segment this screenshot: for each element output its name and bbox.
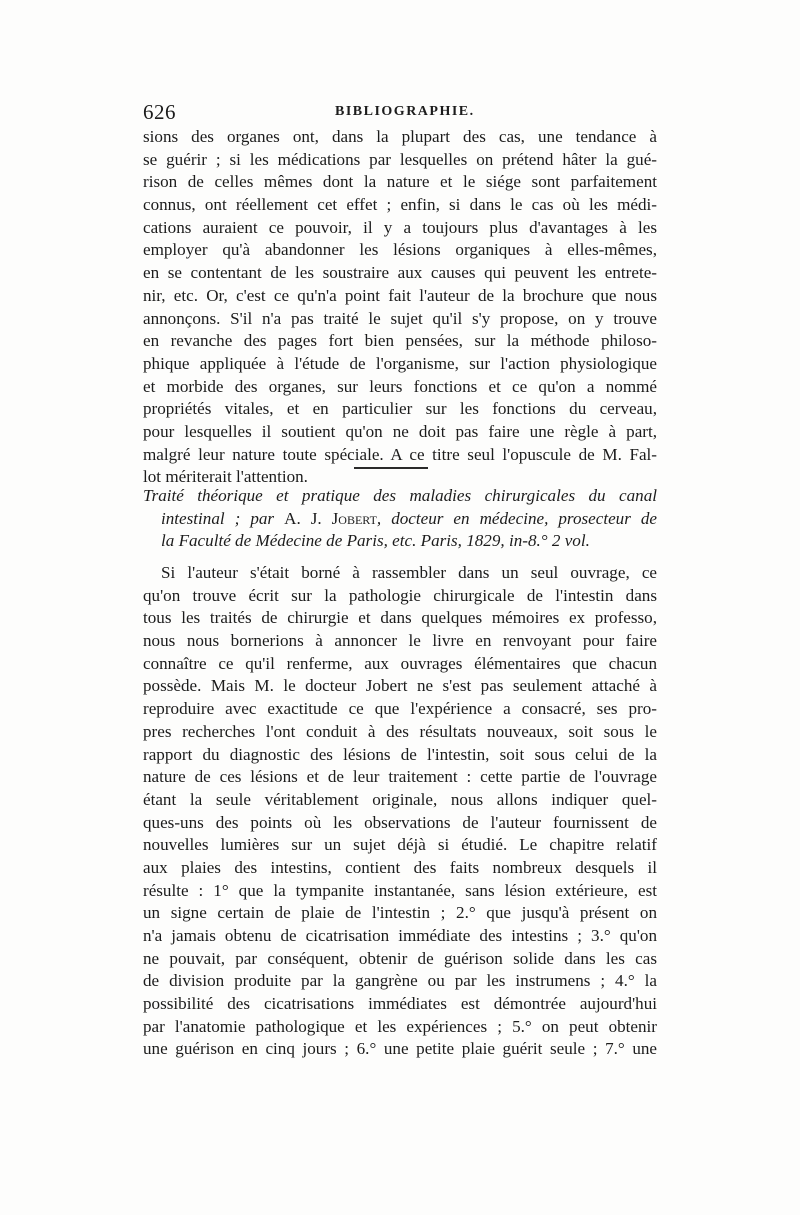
- text-line: nature de ces lésions et de leur traitement : cette partie de l'ouvrage: [143, 767, 657, 787]
- text-line: se guérir ; si les médications par lesquelles on prétend hâter la gué-: [143, 149, 657, 169]
- text-line: malgré leur nature toute spéciale. A ce titre seul l'opuscule de M. Fal-: [143, 444, 657, 464]
- title-line: [143, 530, 657, 553]
- running-head: BIBLIOGRAPHIE.: [335, 104, 475, 119]
- text-line: nous nous bornerions à annoncer le livre en renvoyant pour faire: [143, 631, 657, 651]
- author-name: Jobert: [331, 508, 377, 528]
- text-line: sions des organes ont, dans la plupart des cas, une tendance à: [143, 127, 657, 146]
- text-line: de division produite par la gangrène ou par les instrumens ; 4.° la: [143, 971, 657, 991]
- text-line: possède. Mais M. le docteur Jobert ne s'est pas seulement attaché à: [143, 676, 657, 696]
- text-line: qu'on trouve écrit sur la pathologie chirurgicale de l'intestin dans: [143, 585, 657, 605]
- section-divider: [354, 467, 428, 469]
- text-line: connus, ont réellement cet effet ; enfin, si dans le cas où les médi-: [143, 195, 657, 215]
- text-line: en se contentant de les soustraire aux causes qui peuvent les entrete-: [143, 263, 657, 283]
- text-line: reproduire avec exactitude ce que l'expérience a consacré, ses pro-: [143, 699, 657, 719]
- text-line: propriétés vitales, et en particulier sur les fonctions du cerveau,: [143, 399, 657, 419]
- text-line: ques-uns des points où les observations de l'auteur fournissent de: [143, 812, 657, 832]
- text-line: résulte : 1° que la tympanite instantanée, sans lésion extérieure, est: [143, 880, 657, 900]
- text-line: lot mériterait l'attention.: [143, 467, 308, 487]
- text-line: pour lesquelles il soutient qu'on ne doit pas faire une règle à part,: [143, 421, 657, 441]
- title-fragment: la Faculté de Médecine de Paris, etc. Paris, 1829,: [161, 531, 509, 550]
- paragraph-review-continued: [143, 126, 657, 489]
- author-initials: A. J.: [284, 508, 332, 528]
- text-line: cations auraient ce pouvoir, il y a toujours plus d'avantages à les: [143, 217, 657, 237]
- title-fragment: intestinal ; par: [161, 508, 285, 528]
- text-line: phique appliquée à l'étude de l'organisme, sur l'action physiologique: [143, 353, 657, 373]
- text-line: rison de celles mêmes dont la nature et le siége sont parfaitement: [143, 172, 657, 192]
- book-title-entry: [143, 485, 657, 553]
- text-line: en revanche des pages fort bien pensées, sur la méthode philoso-: [143, 331, 657, 351]
- text-line: nir, etc. Or, c'est ce qu'n'a point fait l'auteur de la brochure que nous: [143, 285, 657, 305]
- text-line: pres recherches l'ont conduit à des résultats nouveaux, soit sous le: [143, 721, 657, 741]
- title-line: Traité théorique et pratique des maladies chirurgicales du canal: [143, 486, 657, 505]
- text-line: par l'anatomie pathologique et les expériences ; 5.° on peut obtenir: [143, 1016, 657, 1036]
- text-line: connaître ce qu'il renferme, aux ouvrages élémentaires que chacun: [143, 653, 657, 673]
- text-line: n'a jamais obtenu de cicatrisation immédiate des intestins ; 3.° qu'on: [143, 926, 657, 945]
- text-line: ne pouvait, par conséquent, obtenir de guérison solide dans les cas: [143, 948, 657, 968]
- title-format: in-8.° 2 vol.: [508, 531, 590, 550]
- text-line: tous les traités de chirurgie et dans quelques mémoires ex professo,: [143, 608, 657, 628]
- text-line: et morbide des organes, sur leurs fonctions et ce qu'on a nommé: [143, 376, 657, 396]
- page-number: 626: [143, 100, 176, 124]
- text-line: nouvelles lumières sur un sujet déjà si étudié. Le chapitre relatif: [143, 835, 657, 855]
- text-line: Si l'auteur s'était borné à rassembler dans un seul ouvrage, ce: [161, 563, 657, 582]
- text-line: une guérison en cinq jours ; 6.° une petite plaie guérit seule ; 7.° une: [143, 1039, 657, 1059]
- page-header: [143, 100, 663, 124]
- text-line: aux plaies des intestins, contient des faits nombreux desquels il: [143, 857, 657, 877]
- paragraph-review-jobert: [143, 562, 657, 1061]
- text-line: étant la seule véritablement originale, nous allons indiquer quel-: [143, 789, 657, 809]
- title-fragment: , docteur en médecine, prosecteur de: [376, 508, 657, 528]
- text-line: employer qu'à abandonner les lésions organiques à elles-mêmes,: [143, 240, 657, 260]
- text-line: rapport du diagnostic des lésions de l'intestin, soit sous celui de la: [143, 744, 657, 764]
- text-line: un signe certain de plaie de l'intestin ; 2.° que jusqu'à présent on: [143, 903, 657, 923]
- text-line: annonçons. S'il n'a pas traité le sujet qu'il s'y propose, on y trouve: [143, 308, 657, 328]
- title-line: [143, 508, 657, 531]
- text-line: possibilité des cicatrisations immédiates est démontrée aujourd'hui: [143, 994, 657, 1014]
